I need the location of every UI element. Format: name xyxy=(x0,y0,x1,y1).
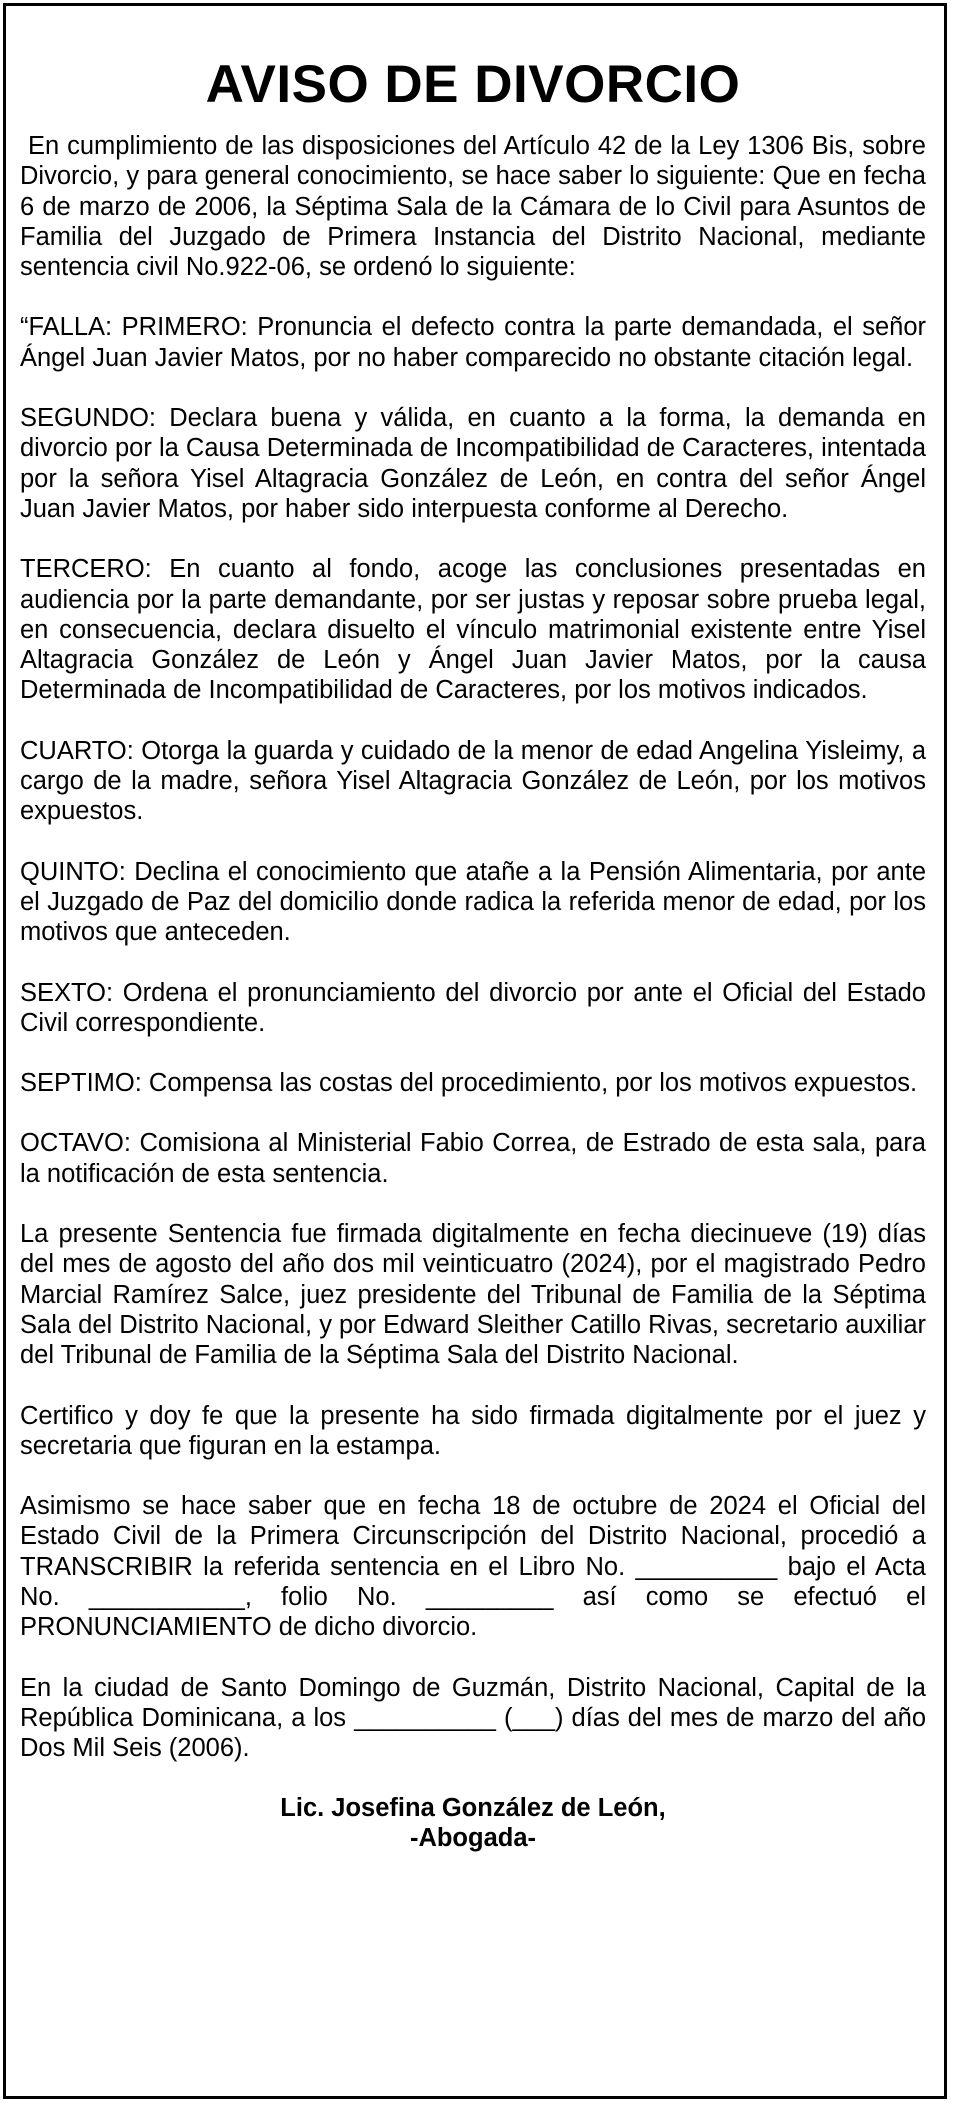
signature-block xyxy=(20,1793,926,1853)
notice-content xyxy=(20,55,926,1853)
ruling-quinto: QUINTO: Declina el conocimiento que atañe a la Pensión Alimentaria, por ante el Juzgado de Paz del domicilio donde radica la referida menor de edad, por los motivos que anteceden. xyxy=(20,857,926,947)
ruling-cuarto: CUARTO: Otorga la guarda y cuidado de la menor de edad Angelina Yisleimy, a cargo de la madre, señora Yisel Altagracia González de León, por los motivos expuestos. xyxy=(20,736,926,826)
intro-paragraph: En cumplimiento de las disposiciones del Artículo 42 de la Ley 1306 Bis, sobre Divorcio, y para general conocimiento, se hace saber lo siguiente: Que en fecha 6 de marzo de 2006, la Séptima Sala de la Cámara de lo Civil para Asuntos de Familia del Juzgado de Primera Instancia del Distrito Nacional, mediante sentencia civil No.922-06, se ordenó lo siguiente: xyxy=(20,132,926,282)
ruling-octavo: OCTAVO: Comisiona al Ministerial Fabio Correa, de Estrado de esta sala, para la notificación de esta sentencia. xyxy=(20,1129,926,1188)
signature-statement: La presente Sentencia fue firmada digitalmente en fecha diecinueve (19) días del mes de agosto del año dos mil veinticuatro (2024), por el magistrado Pedro Marcial Ramírez Salce, juez presidente del Tribunal de Familia de la Séptima Sala del Distrito Nacional, y por Edward Sleither Catillo Rivas, secretario auxiliar del Tribunal de Familia de la Séptima Sala del Distrito Nacional. xyxy=(20,1220,926,1370)
notice-title: AVISO DE DIVORCIO xyxy=(205,55,741,114)
ruling-septimo: SEPTIMO: Compensa las costas del procedimiento, por los motivos expuestos. xyxy=(20,1069,918,1098)
signatory-role: -Abogada- xyxy=(409,1824,537,1853)
signatory-name: Lic. Josefina González de León, xyxy=(280,1794,666,1823)
ruling-segundo: SEGUNDO: Declara buena y válida, en cuanto a la forma, la demanda en divorcio por la Causa Determinada de Incompatibilidad de Caracteres, intentada por la señora Yisel Altagracia González de León, en contra del señor Ángel Juan Javier Matos, por haber sido interpuesta conforme al Derecho. xyxy=(20,404,926,523)
ruling-primero: “FALLA: PRIMERO: Pronuncia el defecto contra la parte demandada, el señor Ángel Juan Javier Matos, por no haber comparecido no obstante citación legal. xyxy=(20,313,926,372)
certification-paragraph: Certifico y doy fe que la presente ha sido firmada digitalmente por el juez y secretaria que figuran en la estampa. xyxy=(20,1401,926,1460)
ruling-tercero: TERCERO: En cuanto al fondo, acoge las conclusiones presentadas en audiencia por la parte demandante, por ser justas y reposar sobre prueba legal, en consecuencia, declara disuelto el vínculo matrimonial existente entre Yisel Altagracia González de León y Ángel Juan Javier Matos, por la causa Determinada de Incompatibilidad de Caracteres, por los motivos indicados. xyxy=(20,555,926,705)
transcription-paragraph: Asimismo se hace saber que en fecha 18 de octubre de 2024 el Oficial del Estado Civil de la Primera Circunscripción del Distrito Nacional, procedió a TRANSCRIBIR la referida sentencia en el Libro No. __________ bajo el Acta No. ___________, folio No. _________ así como se efectuó el PRONUNCIAMIENTO de dicho divorcio. xyxy=(20,1492,926,1642)
closing-paragraph: En la ciudad de Santo Domingo de Guzmán, Distrito Nacional, Capital de la República Dominicana, a los __________ (___) días del mes de marzo del año Dos Mil Seis (2006). xyxy=(20,1673,926,1763)
ruling-sexto: SEXTO: Ordena el pronunciamiento del divorcio por ante el Oficial del Estado Civil correspondiente. xyxy=(20,978,926,1037)
